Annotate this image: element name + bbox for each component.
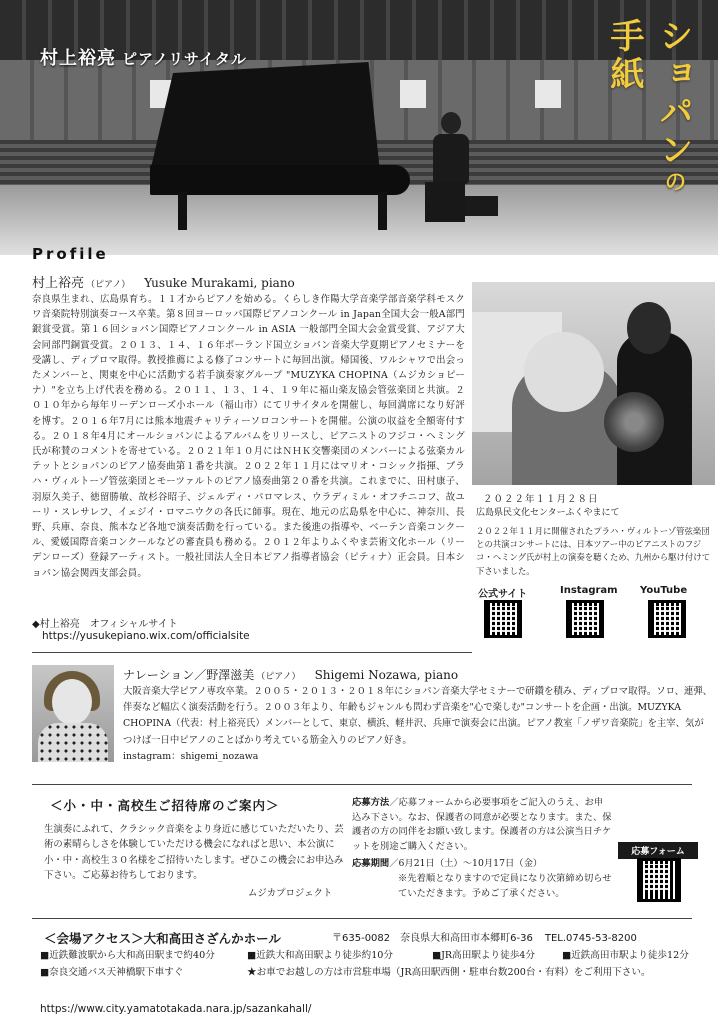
apply-period-text: ／6月21日（土）～10月17日（金）: [389, 858, 543, 870]
venue-url[interactable]: https://www.city.yamatotakada.nara.jp/sazankahall/: [40, 1003, 312, 1015]
youtube-qr-code[interactable]: [648, 600, 686, 638]
official-site-qr-code[interactable]: [484, 600, 522, 638]
concert-title-vertical: ショパンの手紙: [604, 18, 693, 196]
hall-window: [535, 80, 561, 108]
apply-method-text: ／応募フォームから必要事項をご記入のうえ、お申込み下さい。なお、保護者の同意が必要となります。また、保護者の方の同伴をお願い致します。保護者の方は公演当日チケットを別途ご購入ください。: [352, 797, 612, 852]
application-info: [352, 796, 612, 901]
divider: [32, 652, 472, 653]
piano-leg: [178, 192, 187, 230]
apply-period-label: 応募期間: [352, 858, 390, 870]
photo-caption-date: ２０２２年１１月２８日: [483, 494, 599, 505]
application-form-qr-code[interactable]: [637, 858, 681, 902]
student-invitation-text: 生演奏にふれて、クラシック音楽をより身近に感じていただいたり、芸術の素晴らしさを体験していただける機会になればと思い、本公演に小・中・高校生３０名様をご招待いたします。ぜひこの機会にお申込み下さい。ご応募お待ちしております。: [44, 824, 344, 882]
route-item: ■ JR高田駅より徒歩4分: [432, 947, 535, 964]
venue-address: 〒635-0082 奈良県大和高田市本郷町6-36 TEL.0745-53-8200: [332, 933, 637, 944]
apply-method-label: 応募方法: [352, 797, 390, 808]
parking-note: ★お車でお越しの方は市営駐車場（JR高田駅西側・駐車台数200台・有料）をご利用下さい。: [247, 967, 651, 978]
narrator-photo: [32, 665, 114, 762]
official-site-url[interactable]: https://yusukepiano.wix.com/officialsite: [42, 630, 250, 642]
profile-heading: Profile: [32, 245, 109, 263]
application-form-label: 応募フォーム: [618, 842, 698, 859]
bouquet: [604, 392, 664, 452]
grand-piano-lid: [150, 62, 380, 172]
venue-phone: TEL.0745-53-8200: [544, 933, 637, 944]
performer-bio: 奈良県生まれ、広島県育ち。１１才からピアノを始める。くらしき作陽大学音楽学部音楽学科モスクワ音楽院特別演奏コース卒業。第８回ヨーロッパ国際ピアノコンクール in Japan全国大会一般A部門銀賞受賞。第１６回ショパン国際ピアノコンクール in ASIA 一般部門全国大会金賞受賞、アジア大会同部門銅賞受賞。２０１３、１４、１６年ポーランド国立ショパン音楽大学夏期ピアノセミナーを受講し、ディプロマ取得。教授推薦による修了コンサートに毎回出演。帰国後、ワルシャワで出会ったメンバーと、関東を中心に活動する若手演奏家グループ "MUZYKA CHOPINA（ムジカショピーナ）"を立ち上げ代表を務める。２０１１、１３、１４、１９年に福山楽友協会管弦楽団と共演。２０１０年から毎年リーデンローズ小ホール（福山市）にてリサイタルを開催し、毎回満席になり好評を博す。２０１６年7月には熊本地震チャリティーソロコンサートを開催。公演の収益を全額寄付する。２０１８年4月にオールショパンによるアルバムをリリースし、ピアニストのフジコ・ヘミング氏が称賛のコメントを寄せている。２０２１年１０月にはＮＨＫ交響楽団のメンバーによる弦楽カルテットとショパンのピアノ協奏曲第１番を共演。２０２２年１１月にはマリオ・コシック指揮、ブラハ・ヴィルトーゾ管弦楽団とモーツァルトのピアノ協奏曲第２０番を共演。これまでに、田村康子、羽原久美子、徳留勝敏、故杉谷昭子、ジェルディ・パロマレス、ウラディミル・オフチニコフ、故ユーリ・スレサレフ、イェジイ・ロマニウクの各氏に師事。現在、地元の広島県を中心に、神奈川、長野、兵庫、奈良、熊本など各地で演奏活動を行っている。また後進の指導や、ベーテン音楽コンクール、愛媛国際音楽コンクールなどの審査員も務める。２０１２年よりふくやま芸術文化ホール（リーデンローズ）登録アーティスト。一般社団法人全日本ピアノ指導者協会（ピティナ）正会員。日本ショパン協会関西支部会員。: [32, 294, 465, 579]
performer-with-guest-photo: [472, 282, 715, 485]
narrator-bio: 大阪音楽大学ピアノ専攻卒業。２００５・２０１３・２０１８年にショパン音楽大学セミナーで研鑽を積み、ディプロマ取得。ソロ、連弾、伴奏など幅広く演奏活動を行う。２００３年より、年齢もジャンルも問わず音楽を"心で楽しむ"コンサートを企画・出演。MUZYKA CHOPINA（代表：村上裕亮氏）メンバーとして、東京、横浜、軽井沢、兵庫で演奏会に出演。ピアノ教室「ノザワ音楽院」を主宰、気がつけば一日中ピアノのことばかり考えている筋金入りのピアノ好き。 instagram：shigemi_nozawa: [123, 684, 713, 765]
route-item: ■ 近鉄大和高田駅より徒歩約10分: [247, 947, 393, 964]
pianist-figure: [425, 112, 475, 222]
student-invitation-title: ＜小・中・高校生ご招待席のご案内＞: [50, 798, 280, 813]
piano-leg: [378, 192, 387, 230]
narrator-instagram: instagram：shigemi_nozawa: [123, 750, 259, 762]
hall-window: [400, 80, 426, 108]
youtube-label: YouTube: [640, 585, 688, 596]
route-item: ■ 奈良交通バス天神橋駅下車すぐ: [40, 964, 183, 981]
official-site-label: 公式サイト: [478, 589, 528, 600]
narrator-name: ナレーション／野澤滋美 （ピアノ） Shigemi Nozawa, piano: [123, 668, 459, 682]
venue-access-title: ＜会場アクセス＞大和高田さざんかホール: [44, 931, 281, 946]
instagram-label: Instagram: [560, 585, 618, 596]
photo-caption-text: ２０２２年１１月に開催されたプラハ・ヴィルトーゾ管弦楽団との共演コンサートには、日本ツアー中のピアニストのフジコ・ヘミング氏が村上の演奏を聴くため、九州から駆け付けて下さいました。: [476, 526, 710, 576]
grand-piano-body: [150, 165, 410, 195]
route-item: ■ 近鉄難波駅から大和高田駅まで約40分: [40, 947, 215, 964]
instagram-qr-code[interactable]: [566, 600, 604, 638]
divider: [32, 918, 692, 919]
route-item: ■ 近鉄高田市駅より徒歩12分: [562, 947, 689, 964]
apply-period-note: ※先着順となりますので定員になり次第締め切らせていただきます。予めご了承ください。: [398, 872, 612, 899]
divider: [32, 784, 692, 785]
organizer-signature: ムジカプロジェクト: [248, 888, 333, 899]
performer-name: 村上裕亮 （ピアノ） Yusuke Murakami, piano: [32, 276, 295, 291]
photo-caption-place: 広島県民文化センターふくやまにて: [476, 508, 620, 518]
official-site-label-text: ◆村上裕亮 オフィシャルサイト: [32, 619, 178, 630]
recital-title: 村上裕亮 ピアノリサイタル: [40, 48, 247, 69]
